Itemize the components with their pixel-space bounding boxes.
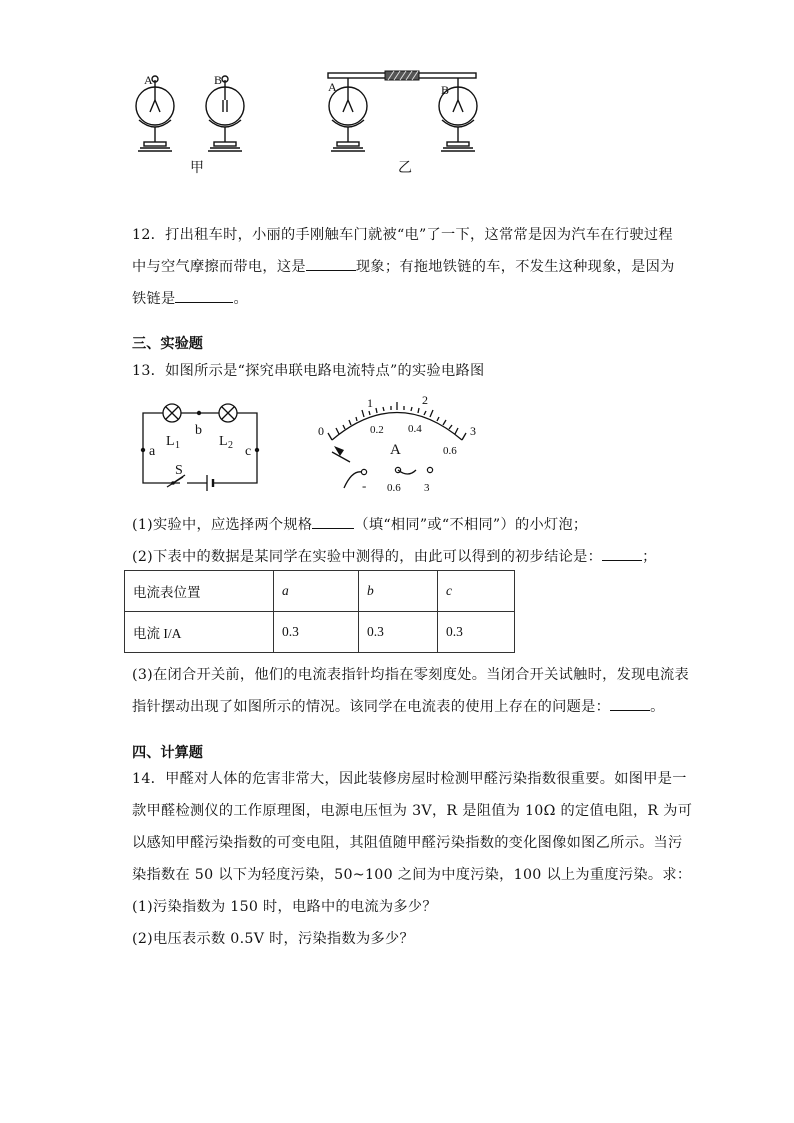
q13-text: ； — [642, 549, 657, 565]
label-A-left: A — [144, 73, 153, 87]
q12-text: 铁链是 — [132, 291, 176, 307]
q14-line1: 14．甲醛对人体的危害非常大，因此装修房屋时检测甲醛污染指数很重要。如图甲是一 — [132, 771, 687, 787]
circuit-label-l2-sub: 2 — [228, 440, 233, 451]
electroscope-figure — [130, 70, 490, 180]
q12-line2 — [132, 256, 675, 276]
q14-line2: 款甲醛检测仪的工作原理图，电源电压恒为 3V，R 是阻值为 10Ω 的定值电阻，R 为可 — [132, 803, 693, 819]
dial-scale-06: 0.6 — [443, 445, 457, 457]
q13-part1 — [132, 514, 587, 534]
table-cell: 0.3 — [438, 612, 515, 653]
q13-part2 — [132, 546, 657, 566]
dial-scale-04: 0.4 — [408, 423, 422, 435]
circuit-label-l2: L — [219, 434, 228, 449]
q12-line3 — [132, 288, 248, 308]
current-table — [124, 570, 515, 653]
q13-text: (2)下表中的数据是某同学在实验中测得的，由此可以得到的初步结论是： — [132, 549, 603, 565]
q14-line4: 染指数在 50 以下为轻度污染，50~100 之间为中度污染，100 以上为重度污染。求： — [132, 867, 692, 883]
label-B-left: B — [214, 73, 223, 87]
table-cell: 0.3 — [359, 612, 438, 653]
q13-blank-3[interactable] — [610, 698, 650, 711]
q13-blank-2[interactable] — [602, 548, 642, 561]
dial-tick-2: 2 — [422, 393, 428, 407]
table-row — [125, 612, 515, 653]
q13-text: 指针摆动出现了如图所示的情况。该同学在电流表的使用上存在的问题是： — [132, 699, 611, 715]
q13-text: 。 — [650, 699, 665, 715]
ammeter-dial — [312, 390, 487, 495]
circuit-label-a: a — [149, 444, 156, 459]
circuit-label-b: b — [195, 423, 202, 438]
table-row-label: 电流 I/A — [125, 612, 274, 653]
q13-blank-1[interactable] — [312, 516, 354, 529]
q14-line3: 以感知甲醛污染指数的可变电阻，其阻值随甲醛污染指数的变化图像如图乙所示。当污 — [132, 835, 683, 851]
q12-text: 。 — [233, 291, 248, 307]
label-A-right: A — [328, 80, 337, 94]
q13-text: (1)实验中，应选择两个规格 — [132, 517, 313, 533]
dial-tick-0: 0 — [318, 424, 324, 438]
q14-part2: (2)电压表示数 0.5V 时，污染指数为多少？ — [132, 931, 414, 947]
circuit-label-c: c — [245, 444, 252, 459]
circuit-diagram — [135, 395, 265, 495]
q13-title: 13．如图所示是“探究串联电路电流特点”的实验电路图 — [132, 363, 485, 379]
table-header-cell: 电流表位置 — [125, 571, 274, 612]
table-header-cell: b — [359, 571, 438, 612]
q13-part3-line2 — [132, 696, 665, 716]
table-header-cell: a — [274, 571, 359, 612]
circuit-label-s: S — [175, 463, 183, 478]
circuit-label-l1: L — [166, 434, 175, 449]
q12-line1: 12．打出租车时，小丽的手刚触车门就被“电”了一下，这常常是因为汽车在行驶过程 — [132, 227, 673, 243]
dial-minus: - — [362, 478, 367, 493]
section-heading-experiment: 三、实验题 — [132, 336, 203, 352]
dial-unit: A — [390, 442, 401, 458]
q12-text: 现象；有拖地铁链的车，不发生这种现象，是因为 — [355, 259, 675, 275]
q14-part1: (1)污染指数为 150 时，电路中的电流为多少？ — [132, 899, 437, 915]
q12-text: 中与空气摩擦而带电，这是 — [132, 259, 306, 275]
caption-jia: 甲 — [190, 160, 204, 176]
table-header-cell: c — [438, 571, 515, 612]
q13-part3-line1: (3)在闭合开关前，他们的电流表指针均指在零刻度处。当闭合开关试触时，发现电流表 — [132, 667, 690, 683]
q12-blank-2[interactable] — [175, 290, 233, 303]
dial-scale-02: 0.2 — [370, 424, 384, 436]
caption-yi: 乙 — [398, 160, 412, 176]
dial-terminal-3: 3 — [424, 482, 430, 494]
dial-terminal-06: 0.6 — [387, 482, 401, 494]
dial-tick-1: 1 — [367, 396, 373, 410]
table-row — [125, 571, 515, 612]
dial-tick-3: 3 — [470, 424, 476, 438]
label-B-right: B — [441, 83, 450, 97]
section-heading-calculation: 四、计算题 — [132, 745, 203, 761]
q13-text: （填“相同”或“不相同”）的小灯泡； — [354, 517, 588, 533]
circuit-label-l1-sub: 1 — [175, 440, 180, 451]
table-cell: 0.3 — [274, 612, 359, 653]
q12-blank-1[interactable] — [306, 258, 356, 271]
